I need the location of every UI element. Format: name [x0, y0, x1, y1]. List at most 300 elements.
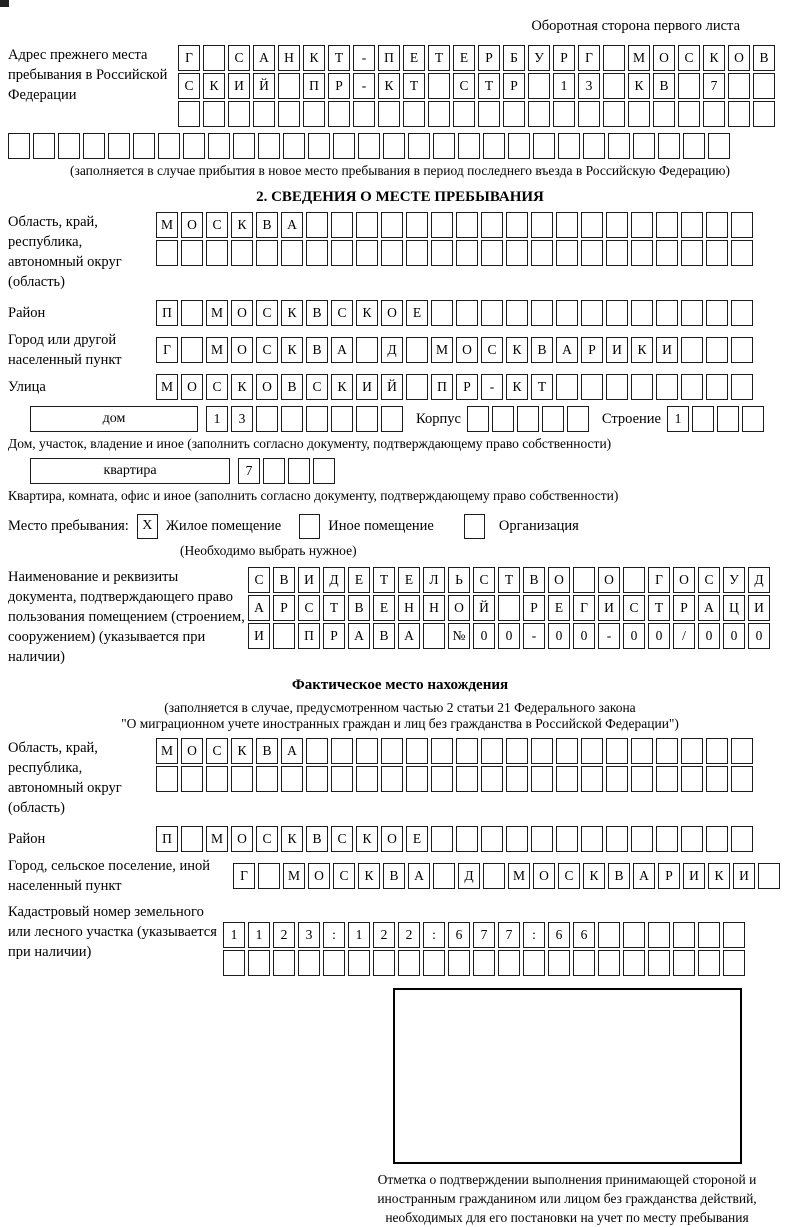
char-cell[interactable]	[33, 133, 55, 159]
char-cell[interactable]: 3	[298, 922, 320, 948]
char-cell[interactable]	[456, 240, 478, 266]
char-cell[interactable]: А	[633, 863, 655, 889]
char-cell[interactable]	[567, 406, 589, 432]
char-cell[interactable]: Й	[381, 374, 403, 400]
char-cell[interactable]: О	[673, 567, 695, 593]
char-cell[interactable]: К	[708, 863, 730, 889]
char-cell[interactable]	[181, 240, 203, 266]
char-cell[interactable]	[281, 766, 303, 792]
char-cell[interactable]	[373, 950, 395, 976]
char-cell[interactable]: У	[723, 567, 745, 593]
char-cell[interactable]: В	[523, 567, 545, 593]
char-cell[interactable]	[356, 212, 378, 238]
char-cell[interactable]: О	[533, 863, 555, 889]
char-cell[interactable]	[631, 766, 653, 792]
char-cell[interactable]: И	[356, 374, 378, 400]
char-cell[interactable]	[531, 300, 553, 326]
char-cell[interactable]	[206, 240, 228, 266]
char-cell[interactable]	[431, 826, 453, 852]
char-cell[interactable]: К	[583, 863, 605, 889]
char-cell[interactable]	[506, 300, 528, 326]
char-cell[interactable]	[631, 738, 653, 764]
char-cell[interactable]	[708, 133, 730, 159]
char-cell[interactable]: В	[273, 567, 295, 593]
char-cell[interactable]: 3	[231, 406, 253, 432]
char-cell[interactable]: С	[331, 300, 353, 326]
char-cell[interactable]: Т	[323, 595, 345, 621]
char-cell[interactable]	[503, 101, 525, 127]
char-cell[interactable]	[481, 240, 503, 266]
char-cell[interactable]	[281, 406, 303, 432]
char-cell[interactable]	[156, 240, 178, 266]
char-cell[interactable]: К	[331, 374, 353, 400]
char-cell[interactable]: С	[473, 567, 495, 593]
char-cell[interactable]: Т	[531, 374, 553, 400]
char-cell[interactable]: С	[698, 567, 720, 593]
char-cell[interactable]	[633, 133, 655, 159]
char-cell[interactable]	[408, 133, 430, 159]
char-cell[interactable]	[606, 300, 628, 326]
char-cell[interactable]	[548, 950, 570, 976]
char-cell[interactable]	[631, 826, 653, 852]
char-cell[interactable]	[706, 766, 728, 792]
char-cell[interactable]: Ц	[723, 595, 745, 621]
char-cell[interactable]	[517, 406, 539, 432]
char-cell[interactable]	[681, 212, 703, 238]
char-cell[interactable]	[431, 738, 453, 764]
char-cell[interactable]: 7	[238, 458, 260, 484]
char-cell[interactable]: И	[656, 337, 678, 363]
char-cell[interactable]	[681, 300, 703, 326]
char-cell[interactable]	[531, 212, 553, 238]
char-cell[interactable]	[556, 374, 578, 400]
char-cell[interactable]: К	[506, 337, 528, 363]
char-cell[interactable]	[631, 212, 653, 238]
char-cell[interactable]	[731, 300, 753, 326]
char-cell[interactable]	[606, 240, 628, 266]
char-cell[interactable]: В	[256, 738, 278, 764]
char-cell[interactable]: Г	[578, 45, 600, 71]
char-cell[interactable]	[288, 458, 310, 484]
char-cell[interactable]: И	[683, 863, 705, 889]
char-cell[interactable]: С	[481, 337, 503, 363]
char-cell[interactable]: М	[156, 212, 178, 238]
char-cell[interactable]: Й	[473, 595, 495, 621]
char-cell[interactable]: Н	[423, 595, 445, 621]
char-cell[interactable]: К	[281, 337, 303, 363]
char-cell[interactable]: М	[206, 300, 228, 326]
char-cell[interactable]	[203, 45, 225, 71]
char-cell[interactable]	[653, 101, 675, 127]
char-cell[interactable]: 7	[473, 922, 495, 948]
char-cell[interactable]: О	[653, 45, 675, 71]
char-cell[interactable]	[506, 766, 528, 792]
char-cell[interactable]	[303, 101, 325, 127]
char-cell[interactable]	[481, 766, 503, 792]
char-cell[interactable]	[306, 766, 328, 792]
char-cell[interactable]	[331, 738, 353, 764]
char-cell[interactable]: О	[308, 863, 330, 889]
char-cell[interactable]	[531, 240, 553, 266]
char-cell[interactable]	[658, 133, 680, 159]
residential-checkbox[interactable]: X	[137, 514, 158, 539]
char-cell[interactable]: К	[356, 826, 378, 852]
char-cell[interactable]: А	[408, 863, 430, 889]
char-cell[interactable]	[348, 950, 370, 976]
char-cell[interactable]: С	[206, 738, 228, 764]
char-cell[interactable]	[83, 133, 105, 159]
char-cell[interactable]	[483, 863, 505, 889]
char-cell[interactable]	[458, 133, 480, 159]
char-cell[interactable]	[508, 133, 530, 159]
char-cell[interactable]	[253, 101, 275, 127]
char-cell[interactable]: К	[506, 374, 528, 400]
char-cell[interactable]: С	[298, 595, 320, 621]
char-cell[interactable]	[506, 738, 528, 764]
char-cell[interactable]	[581, 374, 603, 400]
char-cell[interactable]: М	[431, 337, 453, 363]
char-cell[interactable]	[556, 212, 578, 238]
char-cell[interactable]	[706, 374, 728, 400]
char-cell[interactable]	[506, 212, 528, 238]
char-cell[interactable]	[381, 766, 403, 792]
char-cell[interactable]: /	[673, 623, 695, 649]
char-cell[interactable]: И	[298, 567, 320, 593]
char-cell[interactable]	[581, 766, 603, 792]
char-cell[interactable]: К	[231, 212, 253, 238]
char-cell[interactable]: В	[306, 300, 328, 326]
char-cell[interactable]: С	[206, 212, 228, 238]
char-cell[interactable]: -	[353, 45, 375, 71]
char-cell[interactable]	[531, 826, 553, 852]
char-cell[interactable]	[531, 766, 553, 792]
char-cell[interactable]: К	[703, 45, 725, 71]
char-cell[interactable]	[623, 950, 645, 976]
char-cell[interactable]: 6	[448, 922, 470, 948]
char-cell[interactable]	[473, 950, 495, 976]
char-cell[interactable]	[681, 337, 703, 363]
char-cell[interactable]: С	[228, 45, 250, 71]
char-cell[interactable]	[231, 766, 253, 792]
char-cell[interactable]: И	[248, 623, 270, 649]
char-cell[interactable]: О	[381, 300, 403, 326]
char-cell[interactable]: Р	[673, 595, 695, 621]
char-cell[interactable]: 0	[623, 623, 645, 649]
char-cell[interactable]: Т	[428, 45, 450, 71]
char-cell[interactable]	[556, 766, 578, 792]
char-cell[interactable]: Е	[398, 567, 420, 593]
char-cell[interactable]: Б	[503, 45, 525, 71]
char-cell[interactable]	[273, 950, 295, 976]
char-cell[interactable]	[656, 240, 678, 266]
char-cell[interactable]: С	[306, 374, 328, 400]
char-cell[interactable]	[753, 73, 775, 99]
char-cell[interactable]: 1	[667, 406, 689, 432]
char-cell[interactable]: К	[281, 300, 303, 326]
char-cell[interactable]	[333, 133, 355, 159]
char-cell[interactable]: Е	[548, 595, 570, 621]
char-cell[interactable]	[278, 73, 300, 99]
char-cell[interactable]	[356, 738, 378, 764]
char-cell[interactable]: Д	[748, 567, 770, 593]
char-cell[interactable]: Й	[253, 73, 275, 99]
char-cell[interactable]: 0	[723, 623, 745, 649]
char-cell[interactable]: Л	[423, 567, 445, 593]
char-cell[interactable]: 0	[748, 623, 770, 649]
char-cell[interactable]	[706, 337, 728, 363]
char-cell[interactable]	[456, 826, 478, 852]
char-cell[interactable]	[598, 922, 620, 948]
char-cell[interactable]	[358, 133, 380, 159]
char-cell[interactable]: В	[608, 863, 630, 889]
char-cell[interactable]	[528, 101, 550, 127]
char-cell[interactable]	[698, 922, 720, 948]
char-cell[interactable]: -	[523, 623, 545, 649]
char-cell[interactable]	[706, 212, 728, 238]
char-cell[interactable]	[431, 300, 453, 326]
char-cell[interactable]	[453, 101, 475, 127]
char-cell[interactable]	[631, 300, 653, 326]
char-cell[interactable]	[456, 738, 478, 764]
char-cell[interactable]	[306, 212, 328, 238]
char-cell[interactable]	[181, 300, 203, 326]
char-cell[interactable]	[328, 101, 350, 127]
char-cell[interactable]: В	[753, 45, 775, 71]
char-cell[interactable]	[331, 212, 353, 238]
char-cell[interactable]: С	[333, 863, 355, 889]
char-cell[interactable]	[678, 101, 700, 127]
char-cell[interactable]	[573, 950, 595, 976]
char-cell[interactable]	[683, 133, 705, 159]
char-cell[interactable]: П	[378, 45, 400, 71]
char-cell[interactable]	[403, 101, 425, 127]
char-cell[interactable]	[306, 240, 328, 266]
char-cell[interactable]: И	[733, 863, 755, 889]
char-cell[interactable]	[381, 406, 403, 432]
char-cell[interactable]	[556, 826, 578, 852]
char-cell[interactable]	[306, 406, 328, 432]
char-cell[interactable]: С	[256, 300, 278, 326]
char-cell[interactable]	[203, 101, 225, 127]
char-cell[interactable]: 2	[373, 922, 395, 948]
char-cell[interactable]	[706, 240, 728, 266]
char-cell[interactable]	[581, 240, 603, 266]
char-cell[interactable]	[406, 374, 428, 400]
char-cell[interactable]: С	[331, 826, 353, 852]
char-cell[interactable]	[467, 406, 489, 432]
char-cell[interactable]: 3	[578, 73, 600, 99]
char-cell[interactable]	[728, 101, 750, 127]
char-cell[interactable]: Т	[403, 73, 425, 99]
char-cell[interactable]: 1	[248, 922, 270, 948]
char-cell[interactable]: А	[253, 45, 275, 71]
char-cell[interactable]: М	[628, 45, 650, 71]
char-cell[interactable]	[553, 101, 575, 127]
char-cell[interactable]	[278, 101, 300, 127]
char-cell[interactable]	[481, 300, 503, 326]
char-cell[interactable]: О	[548, 567, 570, 593]
char-cell[interactable]: 1	[553, 73, 575, 99]
char-cell[interactable]	[263, 458, 285, 484]
char-cell[interactable]: :	[423, 922, 445, 948]
char-cell[interactable]: А	[248, 595, 270, 621]
char-cell[interactable]	[706, 300, 728, 326]
char-cell[interactable]	[423, 623, 445, 649]
char-cell[interactable]: А	[398, 623, 420, 649]
char-cell[interactable]: 6	[573, 922, 595, 948]
char-cell[interactable]	[631, 374, 653, 400]
char-cell[interactable]: Г	[156, 337, 178, 363]
char-cell[interactable]: Г	[648, 567, 670, 593]
char-cell[interactable]	[481, 212, 503, 238]
char-cell[interactable]	[8, 133, 30, 159]
char-cell[interactable]: К	[358, 863, 380, 889]
char-cell[interactable]	[758, 863, 780, 889]
char-cell[interactable]	[656, 826, 678, 852]
char-cell[interactable]	[406, 212, 428, 238]
char-cell[interactable]	[158, 133, 180, 159]
char-cell[interactable]	[648, 922, 670, 948]
char-cell[interactable]: 0	[573, 623, 595, 649]
char-cell[interactable]: 1	[348, 922, 370, 948]
char-cell[interactable]: П	[156, 300, 178, 326]
char-cell[interactable]	[673, 922, 695, 948]
char-cell[interactable]	[431, 240, 453, 266]
char-cell[interactable]	[681, 738, 703, 764]
char-cell[interactable]	[181, 766, 203, 792]
char-cell[interactable]: К	[203, 73, 225, 99]
char-cell[interactable]: М	[206, 337, 228, 363]
char-cell[interactable]	[206, 766, 228, 792]
char-cell[interactable]	[648, 950, 670, 976]
char-cell[interactable]	[581, 212, 603, 238]
char-cell[interactable]	[703, 101, 725, 127]
char-cell[interactable]	[542, 406, 564, 432]
char-cell[interactable]	[406, 337, 428, 363]
char-cell[interactable]: О	[181, 212, 203, 238]
char-cell[interactable]: О	[448, 595, 470, 621]
char-cell[interactable]	[731, 212, 753, 238]
char-cell[interactable]: 0	[548, 623, 570, 649]
char-cell[interactable]	[231, 240, 253, 266]
char-cell[interactable]: Е	[348, 567, 370, 593]
char-cell[interactable]: С	[248, 567, 270, 593]
char-cell[interactable]	[723, 950, 745, 976]
char-cell[interactable]: Р	[523, 595, 545, 621]
char-cell[interactable]	[681, 826, 703, 852]
char-cell[interactable]: №	[448, 623, 470, 649]
char-cell[interactable]: С	[678, 45, 700, 71]
char-cell[interactable]	[356, 240, 378, 266]
char-cell[interactable]: М	[508, 863, 530, 889]
char-cell[interactable]	[631, 240, 653, 266]
char-cell[interactable]: К	[231, 374, 253, 400]
char-cell[interactable]	[256, 240, 278, 266]
char-cell[interactable]: В	[373, 623, 395, 649]
char-cell[interactable]	[492, 406, 514, 432]
char-cell[interactable]	[298, 950, 320, 976]
char-cell[interactable]: -	[353, 73, 375, 99]
char-cell[interactable]: В	[531, 337, 553, 363]
char-cell[interactable]	[681, 766, 703, 792]
char-cell[interactable]	[731, 374, 753, 400]
char-cell[interactable]	[258, 863, 280, 889]
char-cell[interactable]	[506, 240, 528, 266]
char-cell[interactable]	[381, 240, 403, 266]
char-cell[interactable]	[533, 133, 555, 159]
char-cell[interactable]: П	[298, 623, 320, 649]
char-cell[interactable]: Ь	[448, 567, 470, 593]
char-cell[interactable]	[583, 133, 605, 159]
char-cell[interactable]: В	[256, 212, 278, 238]
char-cell[interactable]	[273, 623, 295, 649]
char-cell[interactable]	[481, 738, 503, 764]
char-cell[interactable]	[381, 738, 403, 764]
char-cell[interactable]: В	[383, 863, 405, 889]
char-cell[interactable]	[523, 950, 545, 976]
char-cell[interactable]	[331, 406, 353, 432]
char-cell[interactable]: С	[256, 826, 278, 852]
char-cell[interactable]	[258, 133, 280, 159]
char-cell[interactable]	[208, 133, 230, 159]
char-cell[interactable]	[603, 73, 625, 99]
char-cell[interactable]: И	[748, 595, 770, 621]
char-cell[interactable]	[456, 212, 478, 238]
char-cell[interactable]: О	[231, 826, 253, 852]
char-cell[interactable]: Г	[178, 45, 200, 71]
char-cell[interactable]	[256, 406, 278, 432]
char-cell[interactable]: П	[303, 73, 325, 99]
char-cell[interactable]: Р	[323, 623, 345, 649]
char-cell[interactable]	[656, 738, 678, 764]
char-cell[interactable]	[306, 738, 328, 764]
char-cell[interactable]	[58, 133, 80, 159]
char-cell[interactable]: В	[306, 337, 328, 363]
char-cell[interactable]	[556, 240, 578, 266]
char-cell[interactable]	[248, 950, 270, 976]
char-cell[interactable]: К	[281, 826, 303, 852]
char-cell[interactable]	[528, 73, 550, 99]
char-cell[interactable]: К	[356, 300, 378, 326]
char-cell[interactable]: Н	[398, 595, 420, 621]
char-cell[interactable]	[698, 950, 720, 976]
char-cell[interactable]	[581, 738, 603, 764]
char-cell[interactable]: 0	[473, 623, 495, 649]
char-cell[interactable]: :	[523, 922, 545, 948]
char-cell[interactable]	[731, 826, 753, 852]
char-cell[interactable]: 1	[206, 406, 228, 432]
char-cell[interactable]	[356, 337, 378, 363]
char-cell[interactable]	[681, 240, 703, 266]
char-cell[interactable]: -	[598, 623, 620, 649]
char-cell[interactable]: Н	[278, 45, 300, 71]
char-cell[interactable]	[681, 374, 703, 400]
char-cell[interactable]	[478, 101, 500, 127]
char-cell[interactable]	[313, 458, 335, 484]
char-cell[interactable]: К	[303, 45, 325, 71]
char-cell[interactable]	[573, 567, 595, 593]
char-cell[interactable]	[598, 950, 620, 976]
char-cell[interactable]: В	[306, 826, 328, 852]
char-cell[interactable]: А	[331, 337, 353, 363]
char-cell[interactable]: Е	[373, 595, 395, 621]
char-cell[interactable]: О	[181, 374, 203, 400]
char-cell[interactable]: К	[378, 73, 400, 99]
char-cell[interactable]: Е	[406, 300, 428, 326]
char-cell[interactable]	[606, 738, 628, 764]
char-cell[interactable]	[606, 826, 628, 852]
char-cell[interactable]: О	[256, 374, 278, 400]
